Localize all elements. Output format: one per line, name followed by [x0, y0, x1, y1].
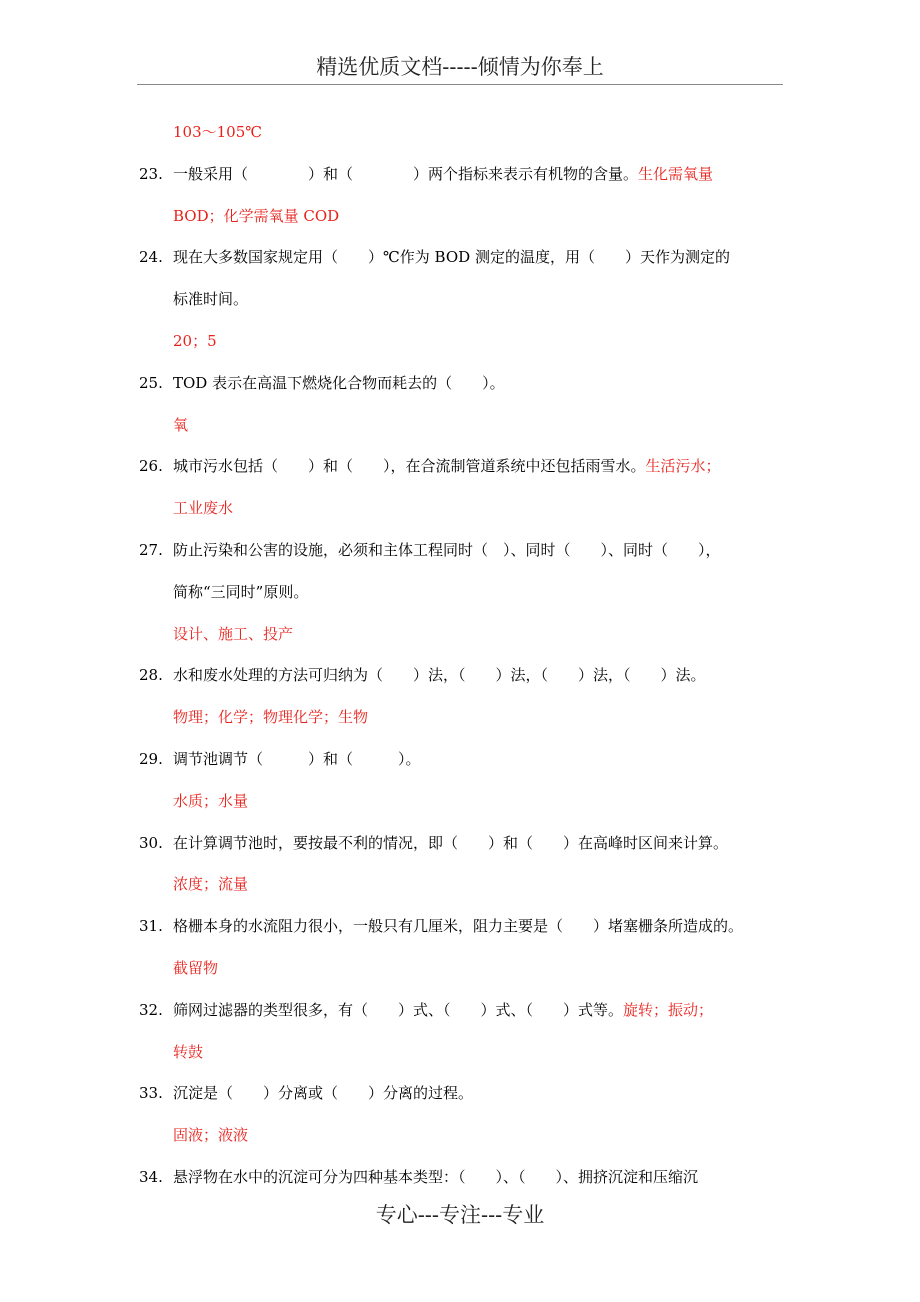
line-text: [173, 577, 308, 607]
line-text: [173, 493, 233, 523]
question-line: [0, 995, 920, 1037]
line-text: [173, 1037, 203, 1067]
answer-text: 设计、施工、投产: [173, 624, 294, 643]
continuation-line: [0, 577, 920, 619]
line-text: [173, 451, 721, 481]
page-footer: 专心---专注---专业: [375, 1203, 545, 1227]
line-text: [173, 201, 339, 231]
line-text: [173, 953, 218, 983]
question-text: TOD 表示在高温下燃烧化合物而耗去的（ ）。: [173, 373, 505, 392]
question-line: [0, 159, 920, 201]
question-text: 一般采用（ ）和（ ）两个指标来表示有机物的含量。: [173, 164, 639, 183]
line-text: [173, 619, 293, 649]
line-text: [173, 702, 368, 732]
question-line: [0, 1162, 920, 1204]
line-text: [173, 1120, 248, 1150]
continuation-line: [0, 953, 920, 995]
answer-text: 物理；化学；物理化学；生物: [173, 708, 369, 727]
document-body: [0, 117, 920, 1204]
question-text: 简称“三同时”原则。: [173, 582, 309, 601]
question-number: 28.: [139, 666, 163, 685]
answer-text: 旋转；振动；: [623, 1000, 714, 1019]
question-text: 水和废水处理的方法可归纳为（ ）法，（ ）法，（ ）法，（ ）法。: [173, 666, 706, 685]
answer-text: 转鼓: [173, 1042, 204, 1061]
line-text: [173, 995, 713, 1025]
question-line: [0, 828, 920, 870]
answer-text: 103～105℃: [173, 123, 263, 141]
continuation-line: [0, 201, 920, 243]
line-text: [173, 242, 730, 272]
answer-text: 截留物: [173, 958, 219, 977]
line-text: [173, 117, 262, 147]
answer-text: 工业废水: [173, 499, 234, 518]
question-text: 现在大多数国家规定用（ ）℃作为 BOD 测定的温度，用（ ）天作为测定的: [173, 248, 730, 267]
question-number: 23.: [139, 164, 163, 183]
answer-text: 水质；水量: [173, 791, 249, 810]
line-text: [173, 368, 505, 398]
answer-text: 生化需氧量: [638, 164, 714, 183]
question-text: 悬浮物在水中的沉淀可分为四种基本类型：（ ）、（ ）、拥挤沉淀和压缩沉: [173, 1167, 699, 1186]
question-text: 调节池调节（ ）和（ ）。: [173, 749, 421, 768]
continuation-line: [0, 1120, 920, 1162]
header-divider: [137, 84, 783, 85]
question-number: 31.: [139, 917, 163, 936]
question-number: 25.: [139, 373, 163, 392]
line-text: [173, 869, 248, 899]
answer-text: 20；5: [173, 331, 217, 350]
line-text: [173, 828, 728, 858]
line-text: [173, 911, 743, 941]
answer-text: 生活污水；: [645, 457, 721, 476]
question-number: 32.: [139, 1000, 163, 1019]
line-text: [173, 326, 217, 356]
question-line: [0, 368, 920, 410]
continuation-line: [0, 493, 920, 535]
question-text: 城市污水包括（ ）和（ ），在合流制管道系统中还包括雨雪水。: [173, 457, 646, 476]
question-text: 沉淀是（ ）分离或（ ）分离的过程。: [173, 1084, 474, 1103]
question-number: 24.: [139, 248, 163, 267]
question-line: [0, 242, 920, 284]
question-number: 33.: [139, 1084, 163, 1103]
continuation-line: [0, 1037, 920, 1079]
line-text: [173, 786, 248, 816]
continuation-line: [0, 786, 920, 828]
continuation-line: [0, 326, 920, 368]
answer-text: BOD；化学需氧量 COD: [173, 206, 340, 225]
question-text: 防止污染和公害的设施，必须和主体工程同时（ ）、同时（ ）、同时（ ），: [173, 540, 721, 559]
answer-text: 氧: [173, 415, 189, 434]
question-line: [0, 660, 920, 702]
continuation-line: [0, 869, 920, 911]
question-line: [0, 744, 920, 786]
continuation-line: [0, 284, 920, 326]
continuation-line: [0, 702, 920, 744]
continuation-line: [0, 619, 920, 661]
line-text: [173, 535, 721, 565]
line-text: [173, 284, 248, 314]
line-text: [173, 1162, 698, 1192]
question-line: [0, 1078, 920, 1120]
question-text: 在计算调节池时，要按最不利的情况，即（ ）和（ ）在高峰时区间来计算。: [173, 833, 729, 852]
page-header: 精选优质文档-----倾情为你奉上: [316, 55, 604, 79]
question-line: [0, 535, 920, 577]
question-number: 34.: [139, 1167, 163, 1186]
line-text: [173, 1078, 473, 1108]
line-text: [173, 410, 188, 440]
question-number: 30.: [139, 833, 163, 852]
answer-text: 浓度；流量: [173, 875, 249, 894]
line-text: [173, 660, 706, 690]
line-text: [173, 159, 713, 189]
answer-text: 固液；液液: [173, 1126, 249, 1145]
question-number: 26.: [139, 457, 163, 476]
question-text: 筛网过滤器的类型很多，有（ ）式、（ ）式、（ ）式等。: [173, 1000, 624, 1019]
question-line: [0, 911, 920, 953]
question-text: 标准时间。: [173, 290, 249, 309]
question-text: 格栅本身的水流阻力很小，一般只有几厘米，阻力主要是（ ）堵塞栅条所造成的。: [173, 917, 744, 936]
continuation-line: [0, 410, 920, 452]
question-number: 29.: [139, 749, 163, 768]
question-number: 27.: [139, 540, 163, 559]
continuation-line: [0, 117, 920, 159]
line-text: [173, 744, 421, 774]
question-line: [0, 451, 920, 493]
